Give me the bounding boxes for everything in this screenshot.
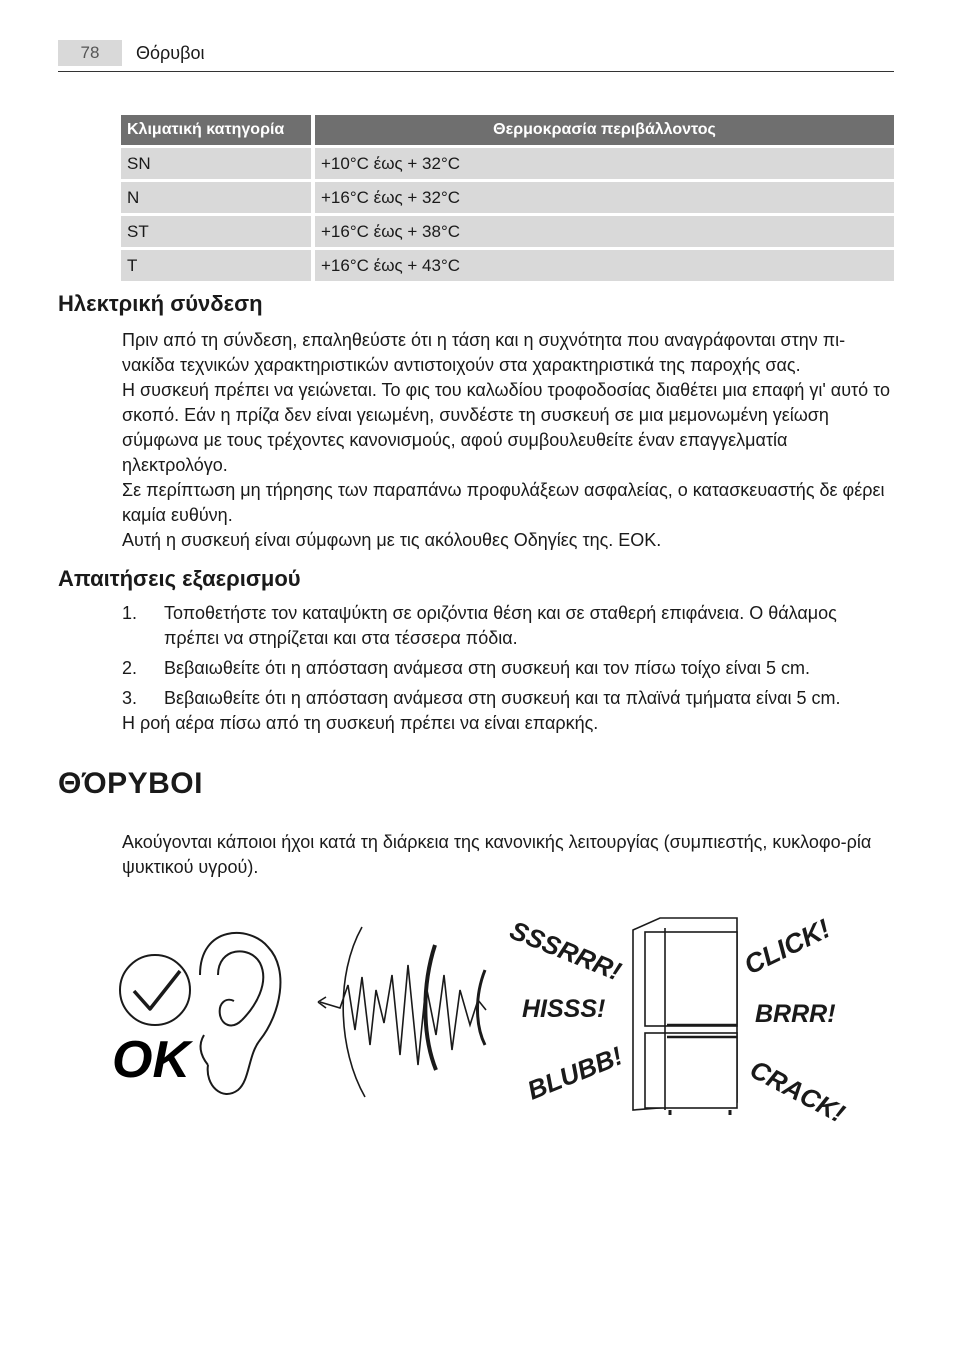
list-number: 2. [122, 658, 138, 678]
table-cell-temperature: +16°C έως + 38°C [311, 216, 894, 247]
column-header-ambient-temperature: Θερμοκρασία περιβάλλοντος [311, 115, 894, 145]
list-item [122, 656, 894, 681]
list-text: Τοποθετήστε τον καταψύκτη σε οριζόντια θέση και σε σταθερή επιφάνεια. Ο θάλαμος πρέπει να στηρίζεται και στα τέσσερα πόδια. [164, 603, 837, 648]
sound-click: CLICK! [739, 913, 835, 981]
table-row [121, 216, 894, 247]
table-row [121, 250, 894, 281]
table-cell-class: N [121, 182, 311, 213]
list-number: 3. [122, 688, 138, 708]
checkmark-icon [120, 955, 190, 1025]
noises-illustration [100, 905, 860, 1135]
noises-heading: ΘΌΡΥΒΟΙ [58, 767, 203, 800]
header-title: Θόρυβοι [136, 43, 205, 63]
paragraph: Η συσκευή πρέπει να γειώνεται. Το φις του καλωδίου τροφοδοσίας διαθέτει μια επαφή γι' αυτό το σκοπό. Εάν η πρίζα δεν είναι γειωμένη, συνδέστε τη συσκευή σε μια μεμονωμένη γείωση σύμφωνα με τους τρέχοντες κανονισμούς, αφού συμβουλευθείτε έναν επαγγελματία ηλεκτρολόγο. [122, 380, 891, 475]
column-header-climate-class: Κλιματική κατηγορία [121, 115, 311, 145]
list-text: Βεβαιωθείτε ότι η απόσταση ανάμεσα στη συσκευή και τα πλαϊνά τμήματα είναι 5 cm. [164, 688, 841, 708]
ventilation-list [122, 601, 894, 716]
noises-intro: Ακούγονται κάποιοι ήχοι κατά τη διάρκεια της κανονικής λειτουργίας (συμπιεστής, κυκλοφο-ρία ψυκτικού υγρού). [122, 832, 872, 877]
table-cell-class: T [121, 250, 311, 281]
table-header-row [121, 115, 894, 145]
table-cell-temperature: +16°C έως + 32°C [311, 182, 894, 213]
climate-class-table [121, 112, 894, 284]
sound-crack: CRACK! [745, 1053, 850, 1129]
table-cell-class: SN [121, 148, 311, 179]
list-item [122, 686, 894, 711]
fridge-icon [633, 918, 737, 1115]
table-row [121, 182, 894, 213]
page-number: 78 [58, 40, 122, 66]
sound-brrr: BRRR! [755, 1000, 836, 1028]
electrical-connection-text [122, 328, 894, 553]
sound-blubb: BLUBB! [523, 1040, 627, 1106]
paragraph: Πριν από τη σύνδεση, επαληθεύστε ότι η τάση και η συχνότητα που αναγράφονται στην πι-νακίδα τεχνικών χαρακτηριστικών αντιστοιχούν στα χαρακτηριστικά της παροχής σας. [122, 330, 846, 375]
sound-sssrrr: SSSRRR! [505, 914, 626, 987]
table-cell-temperature: +16°C έως + 43°C [311, 250, 894, 281]
sound-wave-icon [318, 927, 486, 1097]
paragraph: Αυτή η συσκευή είναι σύμφωνη με τις ακόλουθες Οδηγίες της. ΕΟΚ. [122, 530, 662, 550]
list-text: Βεβαιωθείτε ότι η απόσταση ανάμεσα στη συσκευή και τον πίσω τοίχο είναι 5 cm. [164, 658, 811, 678]
table-cell-class: ST [121, 216, 311, 247]
table-row [121, 148, 894, 179]
electrical-connection-heading: Ηλεκτρική σύνδεση [58, 291, 263, 316]
sound-hisss: HISSS! [522, 995, 606, 1023]
paragraph: Σε περίπτωση μη τήρησης των παραπάνω προφυλάξεων ασφαλείας, ο κατασκευαστής δε φέρει καμία ευθύνη. [122, 480, 885, 525]
list-item [122, 601, 894, 651]
table-cell-temperature: +10°C έως + 32°C [311, 148, 894, 179]
ventilation-note: Η ροή αέρα πίσω από τη συσκευή πρέπει να είναι επαρκής. [122, 713, 599, 733]
ventilation-heading: Απαιτήσεις εξαερισμού [58, 566, 301, 591]
ear-icon [200, 933, 280, 1094]
ok-label: OK [112, 1031, 190, 1089]
page-header [58, 40, 894, 72]
list-number: 1. [122, 603, 138, 623]
